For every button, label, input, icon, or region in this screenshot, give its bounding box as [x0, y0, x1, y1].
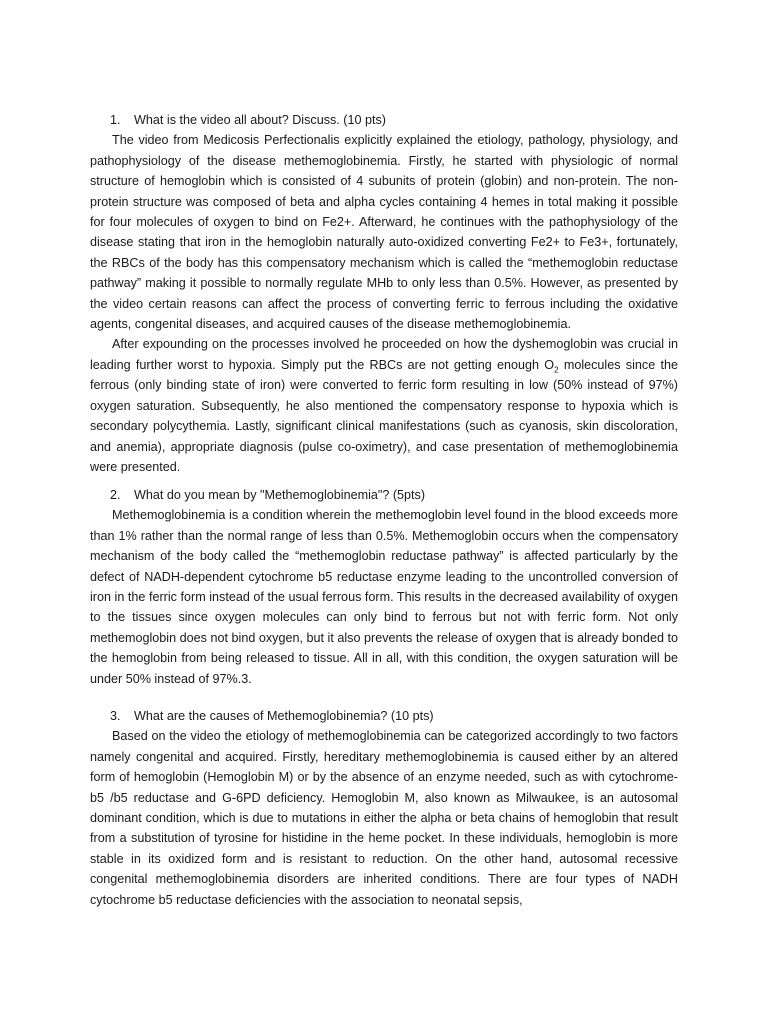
section-1 — [90, 110, 678, 477]
question-heading — [90, 706, 678, 726]
paragraph-text: molecules since the ferrous (only binding state of iron) were converted to ferric form resulting in low (50% instead of 97%) oxygen saturation. Subsequently, he also mentioned the compensatory response to hypoxia which is secondary polycythemia. Lastly, significant clinical manifestations (such as cyanosis, skin discoloration, and anemia), appropriate diagnosis (pulse co-oximetry), and case presentation of methemoglobinemia were presented. — [90, 357, 678, 474]
question-number: 2. — [110, 488, 121, 502]
question-number: 3. — [110, 709, 121, 723]
subscript: 2 — [554, 365, 559, 375]
paragraph — [90, 334, 678, 477]
paragraph-text: After expounding on the processes involved he proceeded on how the dyshemoglobin was crucial in leading further worst to hypoxia. Simply put the RBCs are not getting enough O — [90, 337, 678, 372]
paragraph: Based on the video the etiology of methemoglobinemia can be categorized accordingly to two factors namely congenital and acquired. Firstly, hereditary methemoglobinemia is caused either by an altered form of hemoglobin (Hemoglobin M) or by the absence of an enzyme needed, such as with cytochrome-b5 /b5 reductase and G-6PD deficiency. Hemoglobin M, also known as Milwaukee, is an autosomal dominant condition, which is due to mutations in either the alpha or beta chains of hemoglobin that result from a substitution of tyrosine for histidine in the heme pocket. In these individuals, hemoglobin is more stable in its oxidized form and is resistant to reduction. On the other hand, autosomal recessive congenital methemoglobinemia disorders are inherited conditions. There are four types of NADH cytochrome b5 reductase deficiencies with the association to neonatal sepsis, — [90, 729, 678, 907]
question-heading — [90, 110, 678, 130]
section-3 — [90, 706, 678, 910]
paragraph: Methemoglobinemia is a condition wherein the methemoglobin level found in the blood exceeds more than 1% rather than the normal range of less than 0.5%. Methemoglobin occurs when the compensatory mechanism of the body called the “methemoglobin reductase pathway” is affected particularly by the defect of NADH-dependent cytochrome b5 reductase enzyme leading to the uncontrolled conversion of iron in the ferric form instead of the usual ferrous form. This results in the decreased availability of oxygen to the tissues since oxygen molecules can only bind to ferrous but not with ferric form. Not only methemoglobin does not bind oxygen, but it also prevents the release of oxygen that is already bonded to the hemoglobin from being released to tissue. All in all, with this condition, the oxygen saturation will be under 50% instead of 97%.3. — [90, 508, 678, 686]
question-heading — [90, 485, 678, 505]
question-text: What is the video all about? Discuss. (10 pts) — [134, 113, 386, 127]
question-text: What do you mean by "Methemoglobinemia"? (5pts) — [134, 488, 426, 502]
section-2 — [90, 485, 678, 689]
paragraph: The video from Medicosis Perfectionalis explicitly explained the etiology, pathology, physiology, and pathophysiology of the disease methemoglobinemia. Firstly, he started with physiologic of normal structure of hemoglobin which is consisted of 4 subunits of protein (globin) and non-protein. The non-protein structure was composed of beta and alpha cycles containing 4 hemes in total making it possible for four molecules of oxygen to bind on Fe2+. Afterward, he continues with the pathophysiology of the disease stating that iron in the hemoglobin naturally auto-oxidized converting Fe2+ to Fe3+, fortunately, the RBCs of the body has this compensatory mechanism which is called the “methemoglobin reductase pathway” making it possible to normally regulate MHb to only less than 0.5%. However, as presented by the video certain reasons can affect the process of converting ferric to ferrous including the oxidative agents, congenital diseases, and acquired causes of the disease methemoglobinemia. — [90, 133, 678, 332]
question-number: 1. — [110, 113, 121, 127]
question-text: What are the causes of Methemoglobinemia? (10 pts) — [134, 709, 434, 723]
